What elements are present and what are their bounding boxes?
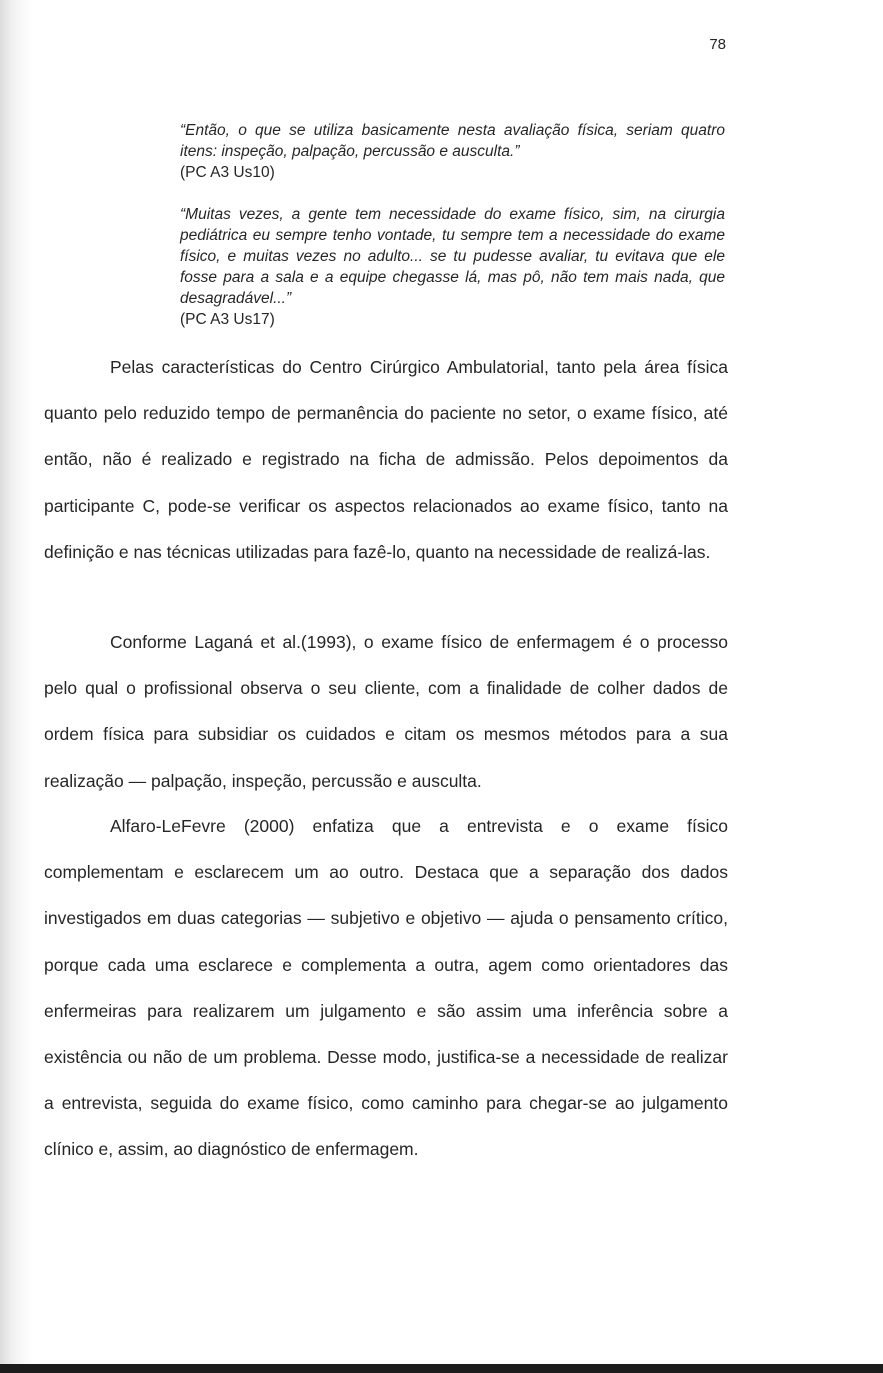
body-paragraph-3: [44, 803, 728, 1173]
body-paragraph-2: [44, 619, 728, 804]
body-paragraph-1: [44, 344, 728, 575]
paragraph-text: Pelas características do Centro Cirúrgico Ambulatorial, tanto pela área física quanto pelo reduzido tempo de permanência do paciente no setor, o exame físico, até então, não é realizado e registrado na ficha de admissão. Pelos depoimentos da participante C, pode-se verificar os aspectos relacionados ao exame físico, tanto na definição e nas técnicas utilizadas para fazê-lo, quanto na necessidade de realizá-las.: [44, 357, 728, 562]
paragraph-text: Alfaro-LeFevre (2000) enfatiza que a entrevista e o exame físico complementam e esclarecem um ao outro. Destaca que a separação dos dados investigados em duas categorias — subjetivo e objetivo — ajuda o pensamento crítico, porque cada uma esclarece e complementa a outra, agem como orientadores das enfermeiras para realizarem um julgamento e são assim uma inferência sobre a existência ou não de um problema. Desse modo, justifica-se a necessidade de realizar a entrevista, seguida do exame físico, como caminho para chegar-se ao julgamento clínico e, assim, ao diagnóstico de enfermagem.: [44, 816, 728, 1160]
quote-text: “Então, o que se utiliza basicamente nesta avaliação física, seriam quatro itens: inspeção, palpação, percussão e ausculta.”: [180, 122, 725, 160]
quote-source: (PC A3 Us17): [180, 311, 275, 328]
page-number: 78: [709, 36, 726, 53]
interview-quote-1: [180, 120, 725, 183]
scan-bottom-edge: [0, 1364, 883, 1373]
interview-quote-2: [180, 204, 725, 330]
quote-text: “Muitas vezes, a gente tem necessidade do exame físico, sim, na cirurgia pediátrica eu sempre tenho vontade, tu sempre tem a necessidade do exame físico, e muitas vezes no adulto... se tu pudesse avaliar, tu evitava que ele fosse para a sala e a equipe chegasse lá, mas pô, não tem mais nada, que desagradável...”: [180, 206, 725, 307]
quote-source: (PC A3 Us10): [180, 164, 275, 181]
paragraph-text: Conforme Laganá et al.(1993), o exame físico de enfermagem é o processo pelo qual o profissional observa o seu cliente, com a finalidade de colher dados de ordem física para subsidiar os cuidados e citam os mesmos métodos para a sua realização — palpação, inspeção, percussão e ausculta.: [44, 632, 728, 791]
